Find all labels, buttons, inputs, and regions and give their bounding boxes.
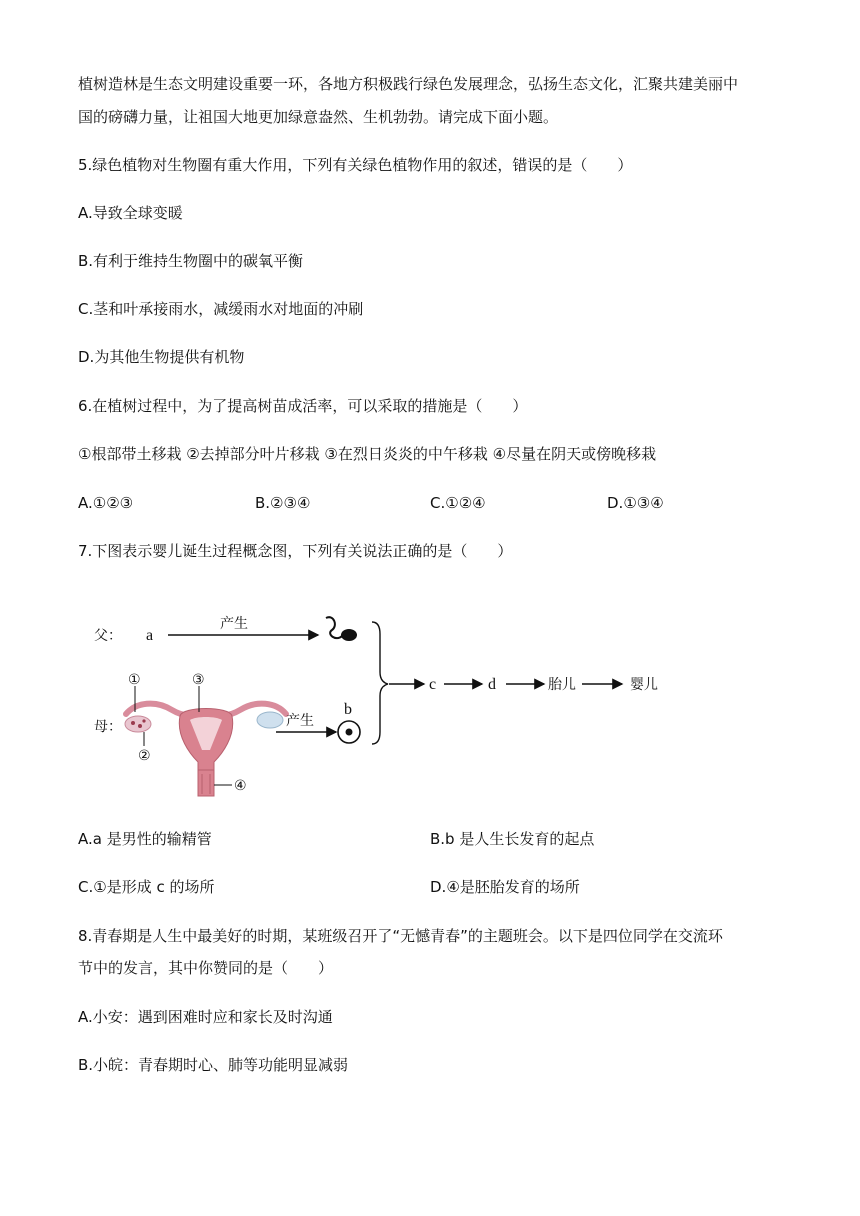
- question-6-option-b: B.②③④: [255, 494, 311, 512]
- question-7-option-c: C.①是形成 c 的场所: [78, 878, 215, 896]
- question-8-stem-line-2: 节中的发言，其中你赞同的是（ ）: [78, 959, 334, 977]
- label-a: a: [146, 627, 154, 644]
- question-6-option-a: A.①②③: [78, 494, 134, 512]
- marker-3: ③: [192, 672, 205, 688]
- baby-label: 婴儿: [630, 677, 658, 693]
- egg-cell-icon: [338, 721, 360, 743]
- question-6-stem: 6.在植树过程中，为了提高树苗成活率，可以采取的措施是（ ）: [78, 397, 528, 415]
- question-6-option-c: C.①②④: [430, 494, 486, 512]
- question-8-stem-line-1: 8.青春期是人生中最美好的时期，某班级召开了“无憾青春”的主题班会。以下是四位同学在交流环: [78, 927, 723, 945]
- question-7-option-a: A.a 是男性的输精管: [78, 830, 212, 848]
- birth-process-diagram: [86, 604, 706, 804]
- question-7-option-b: B.b 是人生长发育的起点: [430, 830, 595, 848]
- question-8-option-b: B.小皖：青春期时心、肺等功能明显减弱: [78, 1056, 349, 1074]
- label-c: c: [429, 676, 437, 693]
- label-d: d: [488, 676, 496, 693]
- question-5-option-d: D.为其他生物提供有机物: [78, 348, 245, 366]
- question-5-option-a: A.导致全球变暖: [78, 204, 183, 222]
- question-5-option-b: B.有利于维持生物圈中的碳氧平衡: [78, 252, 304, 270]
- question-5-option-c: C.茎和叶承接雨水，减缓雨水对地面的冲刷: [78, 300, 364, 318]
- question-6-statements: ①根部带土移栽 ②去掉部分叶片移栽 ③在烈日炎炎的中午移栽 ④尽量在阴天或傍晚移栽: [78, 445, 657, 463]
- label-b: b: [344, 701, 352, 718]
- question-5-stem: 5.绿色植物对生物圈有重大作用，下列有关绿色植物作用的叙述，错误的是（ ）: [78, 156, 633, 174]
- question-7-option-d: D.④是胚胎发育的场所: [430, 878, 580, 896]
- question-8-option-a: A.小安：遇到困难时应和家长及时沟通: [78, 1008, 333, 1026]
- marker-4: ④: [234, 778, 247, 794]
- fetus-label: 胎儿: [548, 677, 576, 693]
- mother-label: 母：: [94, 719, 122, 735]
- intro-line-2: 国的磅礴力量，让祖国大地更加绿意盎然、生机勃勃。请完成下面小题。: [78, 108, 559, 126]
- marker-2: ②: [138, 748, 151, 764]
- sperm-icon: [326, 617, 357, 641]
- marker-1: ①: [128, 672, 141, 688]
- intro-line-1: 植树造林是生态文明建设重要一环，各地方积极践行绿色发展理念，弘扬生态文化，汇聚共建美丽中: [78, 75, 739, 93]
- question-6-option-d: D.①③④: [607, 494, 664, 512]
- question-7-stem: 7.下图表示婴儿诞生过程概念图，下列有关说法正确的是（ ）: [78, 542, 513, 560]
- produce-label-top: 产生: [220, 616, 248, 632]
- father-label: 父：: [94, 628, 122, 644]
- produce-label-bottom: 产生: [286, 713, 314, 729]
- bracket: [372, 622, 388, 744]
